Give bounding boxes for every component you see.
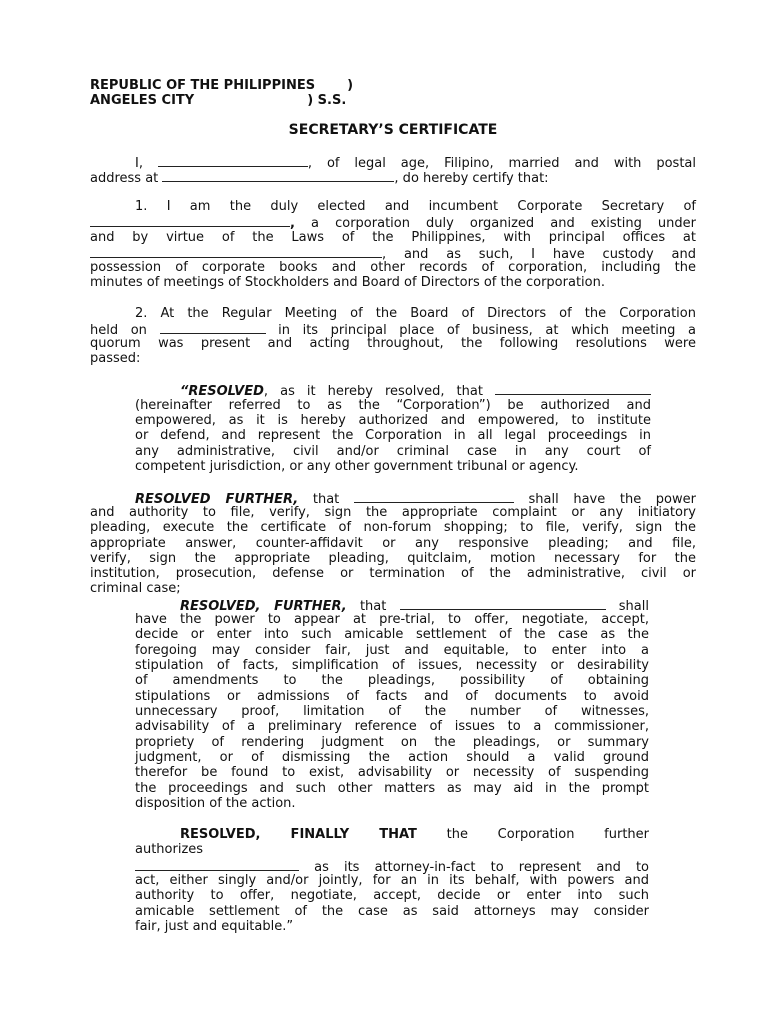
venue-city-text: ANGELES CITY <box>90 93 195 108</box>
r2-head: RESOLVED FURTHER, <box>135 492 299 507</box>
venue-paren: ) <box>347 78 354 93</box>
r4-line-4: act, either singly and/or jointly, for an in its behalf, with powers and <box>135 873 649 888</box>
r1-line-4: or defend, and represent the Corporation in all legal proceedings in <box>135 428 651 443</box>
r2-line-6: institution, prosecution, defense or termination of the administrative, civil or <box>90 566 696 581</box>
intro-line-1 <box>90 154 696 169</box>
venue-republic-text: REPUBLIC OF THE PHILIPPINES <box>90 78 316 93</box>
representative-blank-r2 <box>354 490 514 503</box>
r4-l1: the Corporation further <box>446 827 649 842</box>
intro-b1: address at <box>90 171 159 186</box>
p1-line-5: possession of corporate books and other records of corporation, including the <box>90 260 696 275</box>
corporation-name-blank <box>90 214 290 227</box>
p2-l1: 2. At the Regular Meeting of the Board of Directors of the Corporation <box>135 306 696 321</box>
r3-line-12: therefor be found to exist, advisability or necessity of suspending <box>135 765 649 780</box>
r4-line-2: authorizes <box>135 842 204 857</box>
r3-line-8: unnecessary proof, limitation of the number of witnesses, <box>135 704 649 719</box>
meeting-date-blank <box>160 321 266 334</box>
name-blank <box>158 154 308 167</box>
r3-line-14: disposition of the action. <box>135 796 296 811</box>
r4-line-1 <box>135 827 649 842</box>
p2-l2a: held on <box>90 323 147 338</box>
r1-line-6: competent jurisdiction, or any other government tribunal or agency. <box>135 459 579 474</box>
p1-line-2 <box>90 214 696 229</box>
intro-line-2 <box>90 169 696 184</box>
r2-line-5: verify, sign the appropriate pleading, quitclaim, motion necessary for the <box>90 551 696 566</box>
r1-open: “RESOLVED <box>180 384 264 399</box>
venue-ss: ) S.S. <box>307 93 347 108</box>
document-title: SECRETARY’S CERTIFICATE <box>288 122 498 138</box>
intro-b2: , do hereby certify that: <box>394 171 549 186</box>
principal-office-blank <box>90 245 382 258</box>
p1-line-4 <box>90 245 696 260</box>
p1-line-3: and by virtue of the Laws of the Philippines, with principal offices at <box>90 230 696 245</box>
r3-l1a: that <box>359 599 387 614</box>
r3-line-7: stipulations or admissions of facts and of documents to avoid <box>135 689 649 704</box>
p2-line-1 <box>90 306 696 321</box>
intro-a2: , of legal age, Filipino, married and with postal <box>307 156 696 171</box>
r2-line-2: and authority to file, verify, sign the appropriate complaint or any initiatory <box>90 505 696 520</box>
p2-line-3: quorum was present and acting throughout, the following resolutions were <box>90 336 696 351</box>
r2-l1b: shall have the power <box>528 492 696 507</box>
attorney-blank <box>135 858 299 871</box>
address-blank <box>162 169 394 182</box>
intro-i: I, <box>135 156 143 171</box>
r2-line-3: pleading, execute the certificate of non-forum shopping; to file, verify, sign the <box>90 520 696 535</box>
r3-head: RESOLVED, FURTHER, <box>180 599 347 614</box>
r2-line-4: appropriate answer, counter-affidavit or any responsive pleading; and file, <box>90 536 696 551</box>
p2-l2b: in its principal place of business, at which meeting a <box>278 323 696 338</box>
p1-line-6: minutes of meetings of Stockholders and Board of Directors of the corporation. <box>90 275 605 290</box>
representative-blank-r3 <box>400 597 606 610</box>
r4-line-5: authority to offer, negotiate, accept, decide or enter into such <box>135 888 649 903</box>
p2-line-2 <box>90 321 696 336</box>
r3-line-5: stipulation of facts, simplification of issues, necessity or desirability <box>135 658 649 673</box>
r1-line-1 <box>135 382 651 397</box>
r1-line-3: empowered, as it is hereby authorized and empowered, to institute <box>135 413 651 428</box>
r4-line-6: amicable settlement of the case as said attorneys may consider <box>135 904 649 919</box>
r1-l1: , as it hereby resolved, that <box>263 384 483 399</box>
venue-republic <box>90 78 696 93</box>
r4-line-7: fair, just and equitable.” <box>135 919 294 934</box>
p1-comma: , <box>290 216 295 231</box>
r3-line-2: have the power to appear at pre-trial, to offer, negotiate, accept, <box>135 612 649 627</box>
r2-l1a: that <box>312 492 340 507</box>
p2-line-4: passed: <box>90 351 141 366</box>
r3-line-10: propriety of rendering judgment on the pleadings, or summary <box>135 735 649 750</box>
r1-line-2: (hereinafter referred to as the “Corporation”) be authorized and <box>135 398 651 413</box>
p1-l1: 1. I am the duly elected and incumbent Corporate Secretary of <box>135 199 696 214</box>
r2-line-1 <box>90 490 696 505</box>
r4-head: RESOLVED, FINALLY THAT <box>180 827 417 842</box>
r3-line-6: of amendments to the pleadings, possibility of obtaining <box>135 673 649 688</box>
r3-line-9: advisability of a preliminary reference of issues to a commissioner, <box>135 719 649 734</box>
r3-line-3: decide or enter into such amicable settlement of the case as the <box>135 627 649 642</box>
r4-l3: as its attorney-in-fact to represent and to <box>314 860 649 875</box>
corporation-blank-r1 <box>495 382 651 395</box>
r1-line-5: any administrative, civil and/or criminal case in any court of <box>135 444 651 459</box>
r3-line-13: the proceedings and such other matters as may aid in the prompt <box>135 781 649 796</box>
r3-line-1 <box>135 597 649 612</box>
r3-line-11: judgment, or of dismissing the action should a valid ground <box>135 750 649 765</box>
r3-line-4: foregoing may consider fair, just and equitable, to enter into a <box>135 643 649 658</box>
p1-line-1 <box>90 199 696 214</box>
r2-line-7: criminal case; <box>90 581 181 596</box>
p1-l4: , and as such, I have custody and <box>382 247 696 262</box>
r3-l1b: shall <box>618 599 649 614</box>
r4-line-3 <box>135 858 649 873</box>
venue-city <box>90 93 696 108</box>
p1-l2: a corporation duly organized and existing under <box>311 216 696 231</box>
